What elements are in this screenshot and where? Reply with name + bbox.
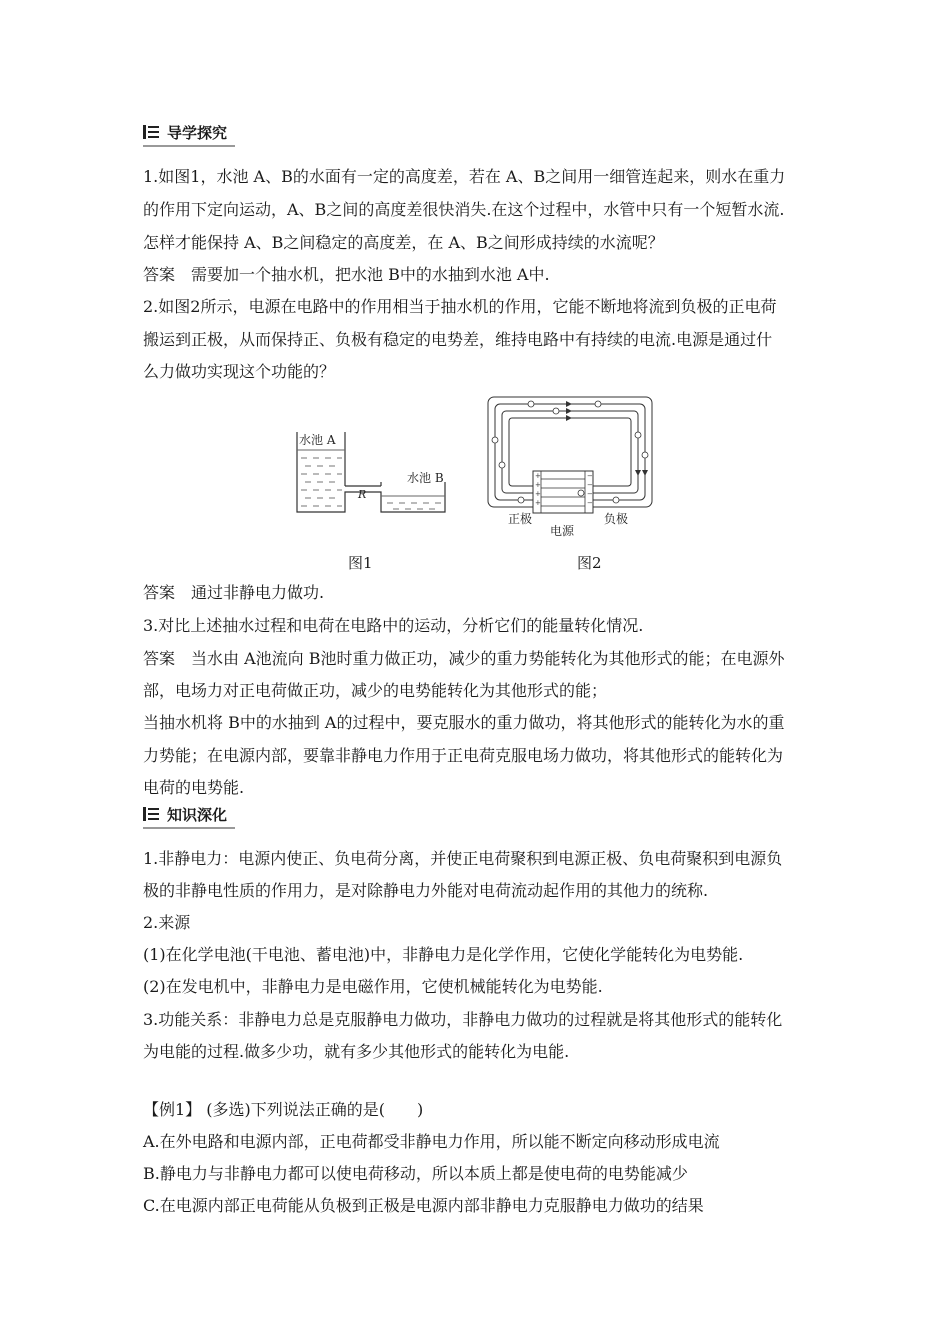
svg-text:+: + [535,481,541,489]
question-3-answer-line-1: 答案 当水由 A池流向 B池时重力做正功，减少的重力势能转化为其他形式的能；在电源外 [143,649,785,668]
pipe-r-label: R [358,488,367,501]
section-title: 知识深化 [167,805,228,824]
svg-text:−: − [587,472,593,480]
svg-text:−: − [587,490,593,498]
question-1-line-2: 的作用下定向运动，A、B之间的高度差很快消失.在这个过程中，水管中只有一个短暂水流. [143,200,785,219]
question-3-answer-line-5: 电荷的电势能. [143,778,245,797]
svg-text:−: − [587,481,593,489]
knowledge-line-1: 1.非静电力：电源内使正、负电荷分离，并使正电荷聚积到电源正极、负电荷聚积到电源负 [143,849,783,868]
figure-1-water-tanks [295,430,455,515]
question-2-line-1: 2.如图2所示，电源在电路中的作用相当于抽水机的作用，它能不断地将流到负极的正电荷 [143,297,777,316]
example-option-a: A.在外电路和电源内部，正电荷都受非静电力作用，所以能不断定向移动形成电流 [143,1132,720,1151]
section-list-icon [143,125,159,139]
negative-terminal-label: 负极 [604,512,629,526]
example-option-c: C.在电源内部正电荷能从负极到正极是电源内部非静电力克服静电力做功的结果 [143,1196,704,1215]
figure-1-caption: 图1 [348,554,373,572]
tank-a-label: 水池 A [299,433,336,447]
power-source-label: 电源 [550,524,575,538]
figure-2-circuit [486,395,656,540]
knowledge-line-2: 极的非静电性质的作用力，是对除静电力外能对电荷流动起作用的其他力的统称. [143,881,709,900]
section-header-knowledge [143,801,227,827]
positive-terminal-label: 正极 [508,512,533,526]
question-3-answer-line-4: 力势能；在电源内部，要靠非静电力作用于正电荷克服电场力做功，将其他形式的能转化为 [143,746,784,765]
tank-b-label: 水池 B [407,471,444,485]
svg-text:−: − [587,499,593,507]
section-title: 导学探究 [167,123,228,142]
section-header-guided-inquiry [143,119,227,145]
question-2-line-3: 么力做功实现这个功能的？ [143,362,336,381]
question-1-line-3: 怎样才能保持 A、B之间稳定的高度差，在 A、B之间形成持续的水流呢？ [143,233,664,252]
question-3: 3.对比上述抽水过程和电荷在电路中的运动，分析它们的能量转化情况. [143,616,644,635]
knowledge-line-5: (2)在发电机中，非静电力是电磁作用，它使机械能转化为电势能. [143,977,603,996]
section-list-icon [143,807,159,821]
svg-text:+: + [535,499,541,507]
knowledge-line-4: (1)在化学电池(干电池、蓄电池)中，非静电力是化学作用，它使化学能转化为电势能. [143,945,744,964]
figure-2-caption: 图2 [577,554,602,572]
knowledge-line-7: 为电能的过程.做多少功，就有多少其他形式的能转化为电能. [143,1042,570,1061]
question-3-answer-line-2: 部，电场力对正电荷做正功，减少的电势能转化为其他形式的能； [143,681,608,700]
question-2-answer: 答案 通过非静电力做功. [143,583,325,602]
example-option-b: B.静电力与非静电力都可以使电荷移动，所以本质上都是使电荷的电势能减少 [143,1164,688,1183]
example-stem: 【例1】 (多选)下列说法正确的是( ) [143,1100,424,1119]
svg-text:+: + [535,490,541,498]
svg-text:+: + [535,472,541,480]
question-3-answer-line-3: 当抽水机将 B中的水抽到 A的过程中，要克服水的重力做功，将其他形式的能转化为水的重 [143,713,785,732]
knowledge-line-3: 2.来源 [143,913,191,932]
question-1-answer: 答案 需要加一个抽水机，把水池 B中的水抽到水池 A中. [143,265,550,284]
question-2-line-2: 搬运到正极，从而保持正、负极有稳定的电势差，维持电路中有持续的电流.电源是通过什 [143,330,773,349]
knowledge-line-6: 3.功能关系：非静电力总是克服静电力做功，非静电力做功的过程就是将其他形式的能转化 [143,1010,783,1029]
question-1-line-1: 1.如图1，水池 A、B的水面有一定的高度差，若在 A、B之间用一细管连起来，则水在重力 [143,167,786,186]
